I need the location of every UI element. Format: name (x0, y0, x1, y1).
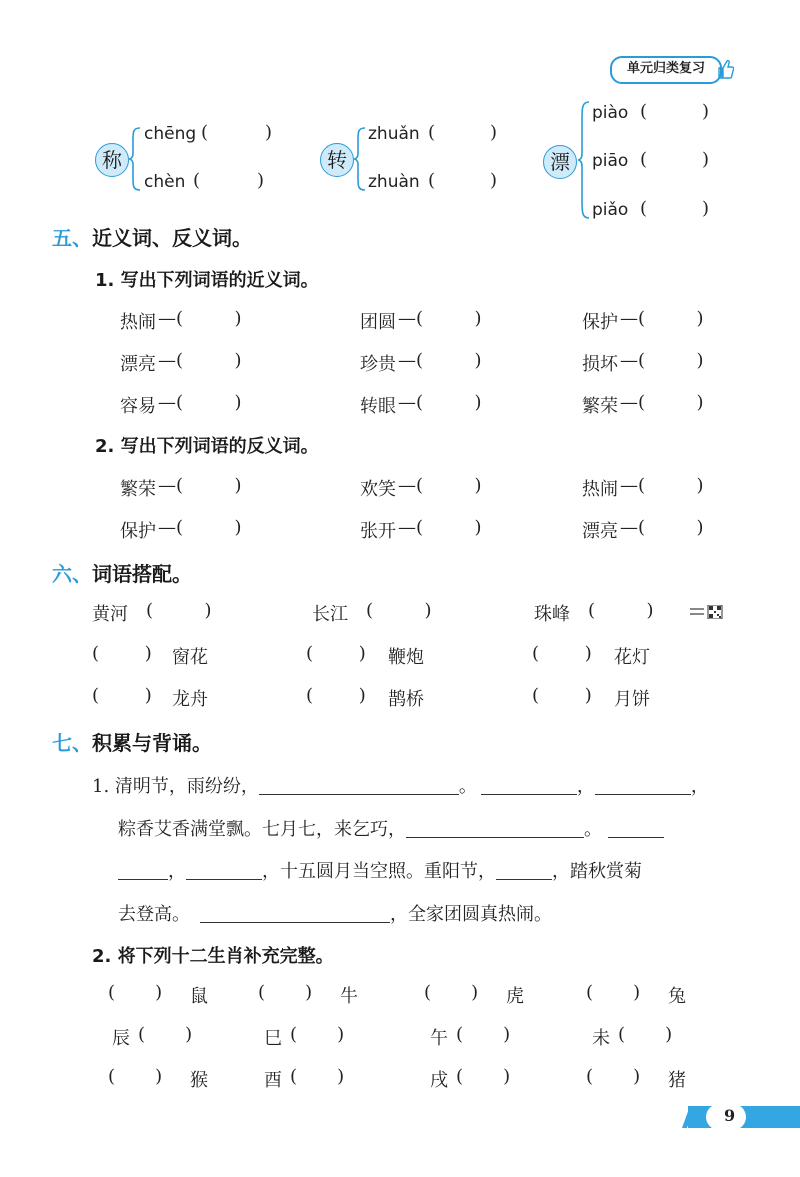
zodiac-animal: 鼠 (190, 986, 208, 1007)
recitation-text: ，全家团圆真热闹。 (390, 904, 552, 925)
section-title: 近义词、反义词。 (92, 226, 252, 250)
answer-parens: ( ) (532, 643, 592, 664)
answer-parens: ( ) (108, 1066, 163, 1087)
pinyin-reading: chēng (144, 124, 197, 144)
answer-parens: ( ) (424, 982, 479, 1003)
zodiac-animal: 辰 (112, 1028, 130, 1049)
question-label: 2. 写出下列词语的反义词。 (95, 436, 319, 457)
answer-blank: —( ) (620, 517, 704, 538)
recitation-text: 1. 清明节，雨纷纷， (92, 776, 259, 797)
zodiac-animal: 虎 (506, 986, 524, 1007)
answer-blank: —( ) (398, 475, 482, 496)
answer-parens: ( (640, 149, 648, 170)
section-heading-5 (52, 222, 252, 251)
answer-parens: ) (490, 170, 498, 191)
vocab-word: 保护 (120, 521, 156, 542)
answer-parens: ) (702, 101, 710, 122)
fill-blank[interactable] (186, 861, 262, 880)
section-number: 七、 (52, 731, 92, 755)
page-number: 9 (724, 1106, 736, 1125)
section-number: 五、 (52, 226, 92, 250)
brace-icon (128, 126, 142, 192)
fill-blank[interactable] (118, 861, 168, 880)
vocab-word: 珍贵 (360, 354, 396, 375)
recitation-text: 去登高。 (118, 904, 190, 925)
fill-blank[interactable] (496, 861, 552, 880)
answer-parens: ( ) (456, 1024, 511, 1045)
answer-blank: —( ) (398, 517, 482, 538)
pinyin-reading: zhuǎn (368, 124, 420, 144)
zodiac-animal: 未 (592, 1028, 610, 1049)
unit-review-badge: 单元归类复习 (610, 56, 722, 84)
pinyin-reading: piào (592, 103, 629, 123)
section-title: 词语搭配。 (92, 562, 192, 586)
pinyin-reading: piāo (592, 151, 629, 171)
vocab-word: 损坏 (582, 354, 618, 375)
vocab-word: 漂亮 (582, 521, 618, 542)
answer-parens: ( (428, 170, 436, 191)
zodiac-animal: 戌 (430, 1070, 448, 1091)
pinyin-reading: chèn (144, 172, 186, 192)
vocab-word: 转眼 (360, 396, 396, 417)
fill-blank[interactable] (608, 819, 664, 838)
brace-icon (353, 126, 367, 192)
vocab-word: 保护 (582, 312, 618, 333)
answer-blank: —( ) (620, 475, 704, 496)
answer-parens: ( ) (306, 685, 366, 706)
qr-code-icon (690, 605, 724, 619)
vocab-word: 繁荣 (120, 479, 156, 500)
answer-parens: ) (265, 122, 273, 143)
answer-parens: ( ) (306, 643, 366, 664)
recitation-text: 粽香艾香满堂飘。七月七，来乞巧， (118, 819, 406, 840)
recitation-line-1: 1. 清明节，雨纷纷， 。 ， ， (92, 776, 709, 797)
answer-blank: —( ) (398, 350, 482, 371)
answer-parens: ) (702, 198, 710, 219)
answer-parens: ( ) (586, 982, 641, 1003)
recitation-text: ，十五圆月当空照。重阳节， (262, 861, 496, 882)
collocation-word: 月饼 (614, 689, 650, 710)
zodiac-animal: 酉 (264, 1070, 282, 1091)
collocation-word: 窗花 (172, 647, 208, 668)
answer-parens: ( ) (366, 600, 432, 621)
collocation-word: 黄河 (92, 604, 128, 625)
section-title: 积累与背诵。 (92, 731, 212, 755)
answer-blank: —( ) (158, 392, 242, 413)
section-heading-7 (52, 727, 212, 756)
vocab-word: 繁荣 (582, 396, 618, 417)
zodiac-animal: 猪 (668, 1070, 686, 1091)
collocation-word: 鹊桥 (388, 689, 424, 710)
answer-parens: ( ) (618, 1024, 673, 1045)
answer-blank: —( ) (158, 308, 242, 329)
answer-parens: ( ) (258, 982, 313, 1003)
collocation-word: 花灯 (614, 647, 650, 668)
answer-parens: ( (640, 198, 648, 219)
polyphone-char-piao: 漂 (543, 145, 577, 179)
answer-parens: ( ) (108, 982, 163, 1003)
collocation-word: 长江 (312, 604, 348, 625)
answer-parens: ( ) (290, 1066, 345, 1087)
answer-parens: ( (428, 122, 436, 143)
answer-parens: ( ) (588, 600, 654, 621)
polyphone-char-zhuan: 转 (320, 143, 354, 177)
answer-parens: ) (257, 170, 265, 191)
vocab-word: 热闹 (582, 479, 618, 500)
recitation-line-2: 粽香艾香满堂飘。七月七，来乞巧， 。 (118, 815, 664, 841)
thumbs-up-icon (716, 58, 734, 80)
answer-blank: —( ) (158, 350, 242, 371)
answer-parens: ( ) (290, 1024, 345, 1045)
collocation-word: 鞭炮 (388, 647, 424, 668)
recitation-text: ，踏秋赏菊 (552, 861, 642, 882)
section-number: 六、 (52, 562, 92, 586)
answer-parens: ( ) (532, 685, 592, 706)
answer-parens: ( (201, 122, 209, 143)
answer-blank: —( ) (158, 517, 242, 538)
answer-blank: —( ) (620, 308, 704, 329)
recitation-line-4 (118, 900, 552, 926)
section-heading-6 (52, 558, 192, 587)
fill-blank[interactable] (259, 776, 459, 795)
answer-blank: —( ) (398, 308, 482, 329)
vocab-word: 团圆 (360, 312, 396, 333)
answer-blank: —( ) (620, 392, 704, 413)
question-label: 1. 写出下列词语的近义词。 (95, 270, 319, 291)
fill-blank[interactable] (481, 776, 577, 795)
answer-parens: ( (193, 170, 201, 191)
fill-blank[interactable] (595, 776, 691, 795)
answer-parens: ( ) (92, 643, 152, 664)
answer-parens: ( ) (92, 685, 152, 706)
answer-parens: ( ) (146, 600, 212, 621)
brace-icon (577, 100, 591, 220)
collocation-word: 珠峰 (534, 604, 570, 625)
pinyin-reading: zhuàn (368, 172, 420, 192)
pinyin-reading: piǎo (592, 200, 629, 220)
answer-blank: —( ) (620, 350, 704, 371)
vocab-word: 容易 (120, 396, 156, 417)
question-label: 2. 将下列十二生肖补充完整。 (92, 946, 334, 967)
zodiac-animal: 巳 (264, 1028, 282, 1049)
vocab-word: 张开 (360, 521, 396, 542)
fill-blank[interactable] (200, 904, 390, 923)
fill-blank[interactable] (406, 819, 584, 838)
answer-parens: ( ) (586, 1066, 641, 1087)
recitation-line-3: ， ，十五圆月当空照。重阳节， ，踏秋赏菊 (118, 857, 642, 883)
answer-parens: ) (702, 149, 710, 170)
zodiac-animal: 猴 (190, 1070, 208, 1091)
answer-blank: —( ) (158, 475, 242, 496)
zodiac-animal: 牛 (340, 986, 358, 1007)
answer-parens: ( (640, 101, 648, 122)
collocation-word: 龙舟 (172, 689, 208, 710)
vocab-word: 欢笑 (360, 479, 396, 500)
vocab-word: 热闹 (120, 312, 156, 333)
polyphone-char-cheng: 称 (95, 143, 129, 177)
zodiac-animal: 兔 (668, 986, 686, 1007)
answer-parens: ) (490, 122, 498, 143)
zodiac-animal: 午 (430, 1028, 448, 1049)
answer-parens: ( ) (138, 1024, 193, 1045)
answer-blank: —( ) (398, 392, 482, 413)
vocab-word: 漂亮 (120, 354, 156, 375)
answer-parens: ( ) (456, 1066, 511, 1087)
